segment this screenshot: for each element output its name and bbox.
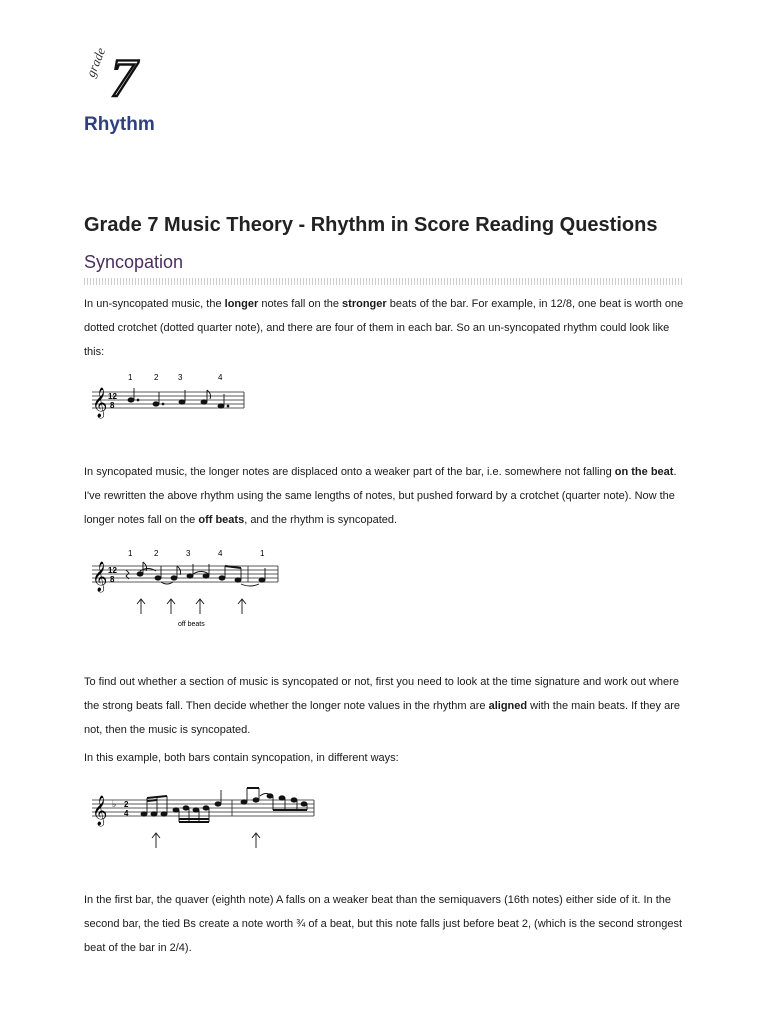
beat-number: 4	[218, 373, 223, 382]
time-sig-top: 2	[124, 800, 129, 809]
section-title: Syncopation	[84, 252, 184, 272]
beat-number: 2	[154, 549, 159, 558]
score-example-two-bars	[84, 786, 324, 857]
offbeats-caption: off beats	[178, 621, 205, 628]
time-sig-top: 12	[108, 566, 117, 575]
treble-clef-icon: 𝄞	[92, 387, 108, 417]
beat-number: 4	[218, 549, 223, 558]
paragraph-example-intro: In this example, both bars contain syncopation, in different ways:	[84, 752, 399, 764]
category-link-rhythm[interactable]: Rhythm	[84, 114, 155, 135]
offbeat-arrows	[137, 599, 246, 614]
score-example-syncopated	[84, 544, 294, 639]
paragraph-intro: In un-syncopated music, the longer notes fall on the stronger beats of the bar. For example, in 12/8, one beat is worth one dotted crotchet (dotted quarter note), and there are four of them in each bar. So an un-syncopated rhythm could look like this:	[84, 298, 684, 358]
grade-7-logo	[84, 32, 146, 102]
syncopation-arrows	[152, 833, 260, 848]
notes	[141, 788, 307, 822]
paragraph-syncopated: In syncopated music, the longer notes are displaced onto a weaker part of the bar, i.e. somewhere not falling on the beat. I've rewritten the above rhythm using the same lengths of notes, but pushed forward by a crotchet (quarter note). Now the longer notes fall on the off beats, and the rhythm is syncopated.	[84, 466, 677, 526]
beat-number: 3	[186, 549, 191, 558]
page-title: Grade 7 Music Theory - Rhythm in Score Reading Questions	[84, 214, 658, 236]
dotted-divider	[84, 278, 684, 285]
time-sig-bottom: 4	[124, 809, 129, 818]
treble-clef-icon: 𝄞	[92, 561, 108, 591]
score-example-unsyncopated	[84, 368, 254, 429]
beat-number: 1	[128, 549, 133, 558]
logo-number: 7	[110, 48, 137, 102]
paragraph-how-to-find: To find out whether a section of music is syncopated or not, first you need to look at the time signature and work out where the strong beats fall. Then decide whether the longer note values in the rhythm are aligned with the main beats. If they are not, then the music is syncopated.	[84, 676, 680, 736]
time-sig-top: 12	[108, 392, 117, 401]
flat-icon: ♭	[112, 799, 117, 809]
beat-number: 1	[260, 549, 265, 558]
beat-number: 2	[154, 373, 159, 382]
logo-word: grade	[84, 45, 109, 80]
beat-number: 1	[128, 373, 133, 382]
paragraph-explanation: In the first bar, the quaver (eighth note) A falls on a weaker beat than the semiquavers (16th notes) either side of it. In the second bar, the tied Bs create a note worth ¾ of a beat, but this note falls just before beat 2, (which is the second strongest beat of the bar in 2/4).	[84, 894, 683, 954]
time-sig-bottom: 8	[110, 401, 115, 410]
time-sig-bottom: 8	[110, 575, 115, 584]
treble-clef-icon: 𝄞	[92, 795, 108, 825]
notes	[128, 388, 229, 408]
beat-number: 3	[178, 373, 183, 382]
